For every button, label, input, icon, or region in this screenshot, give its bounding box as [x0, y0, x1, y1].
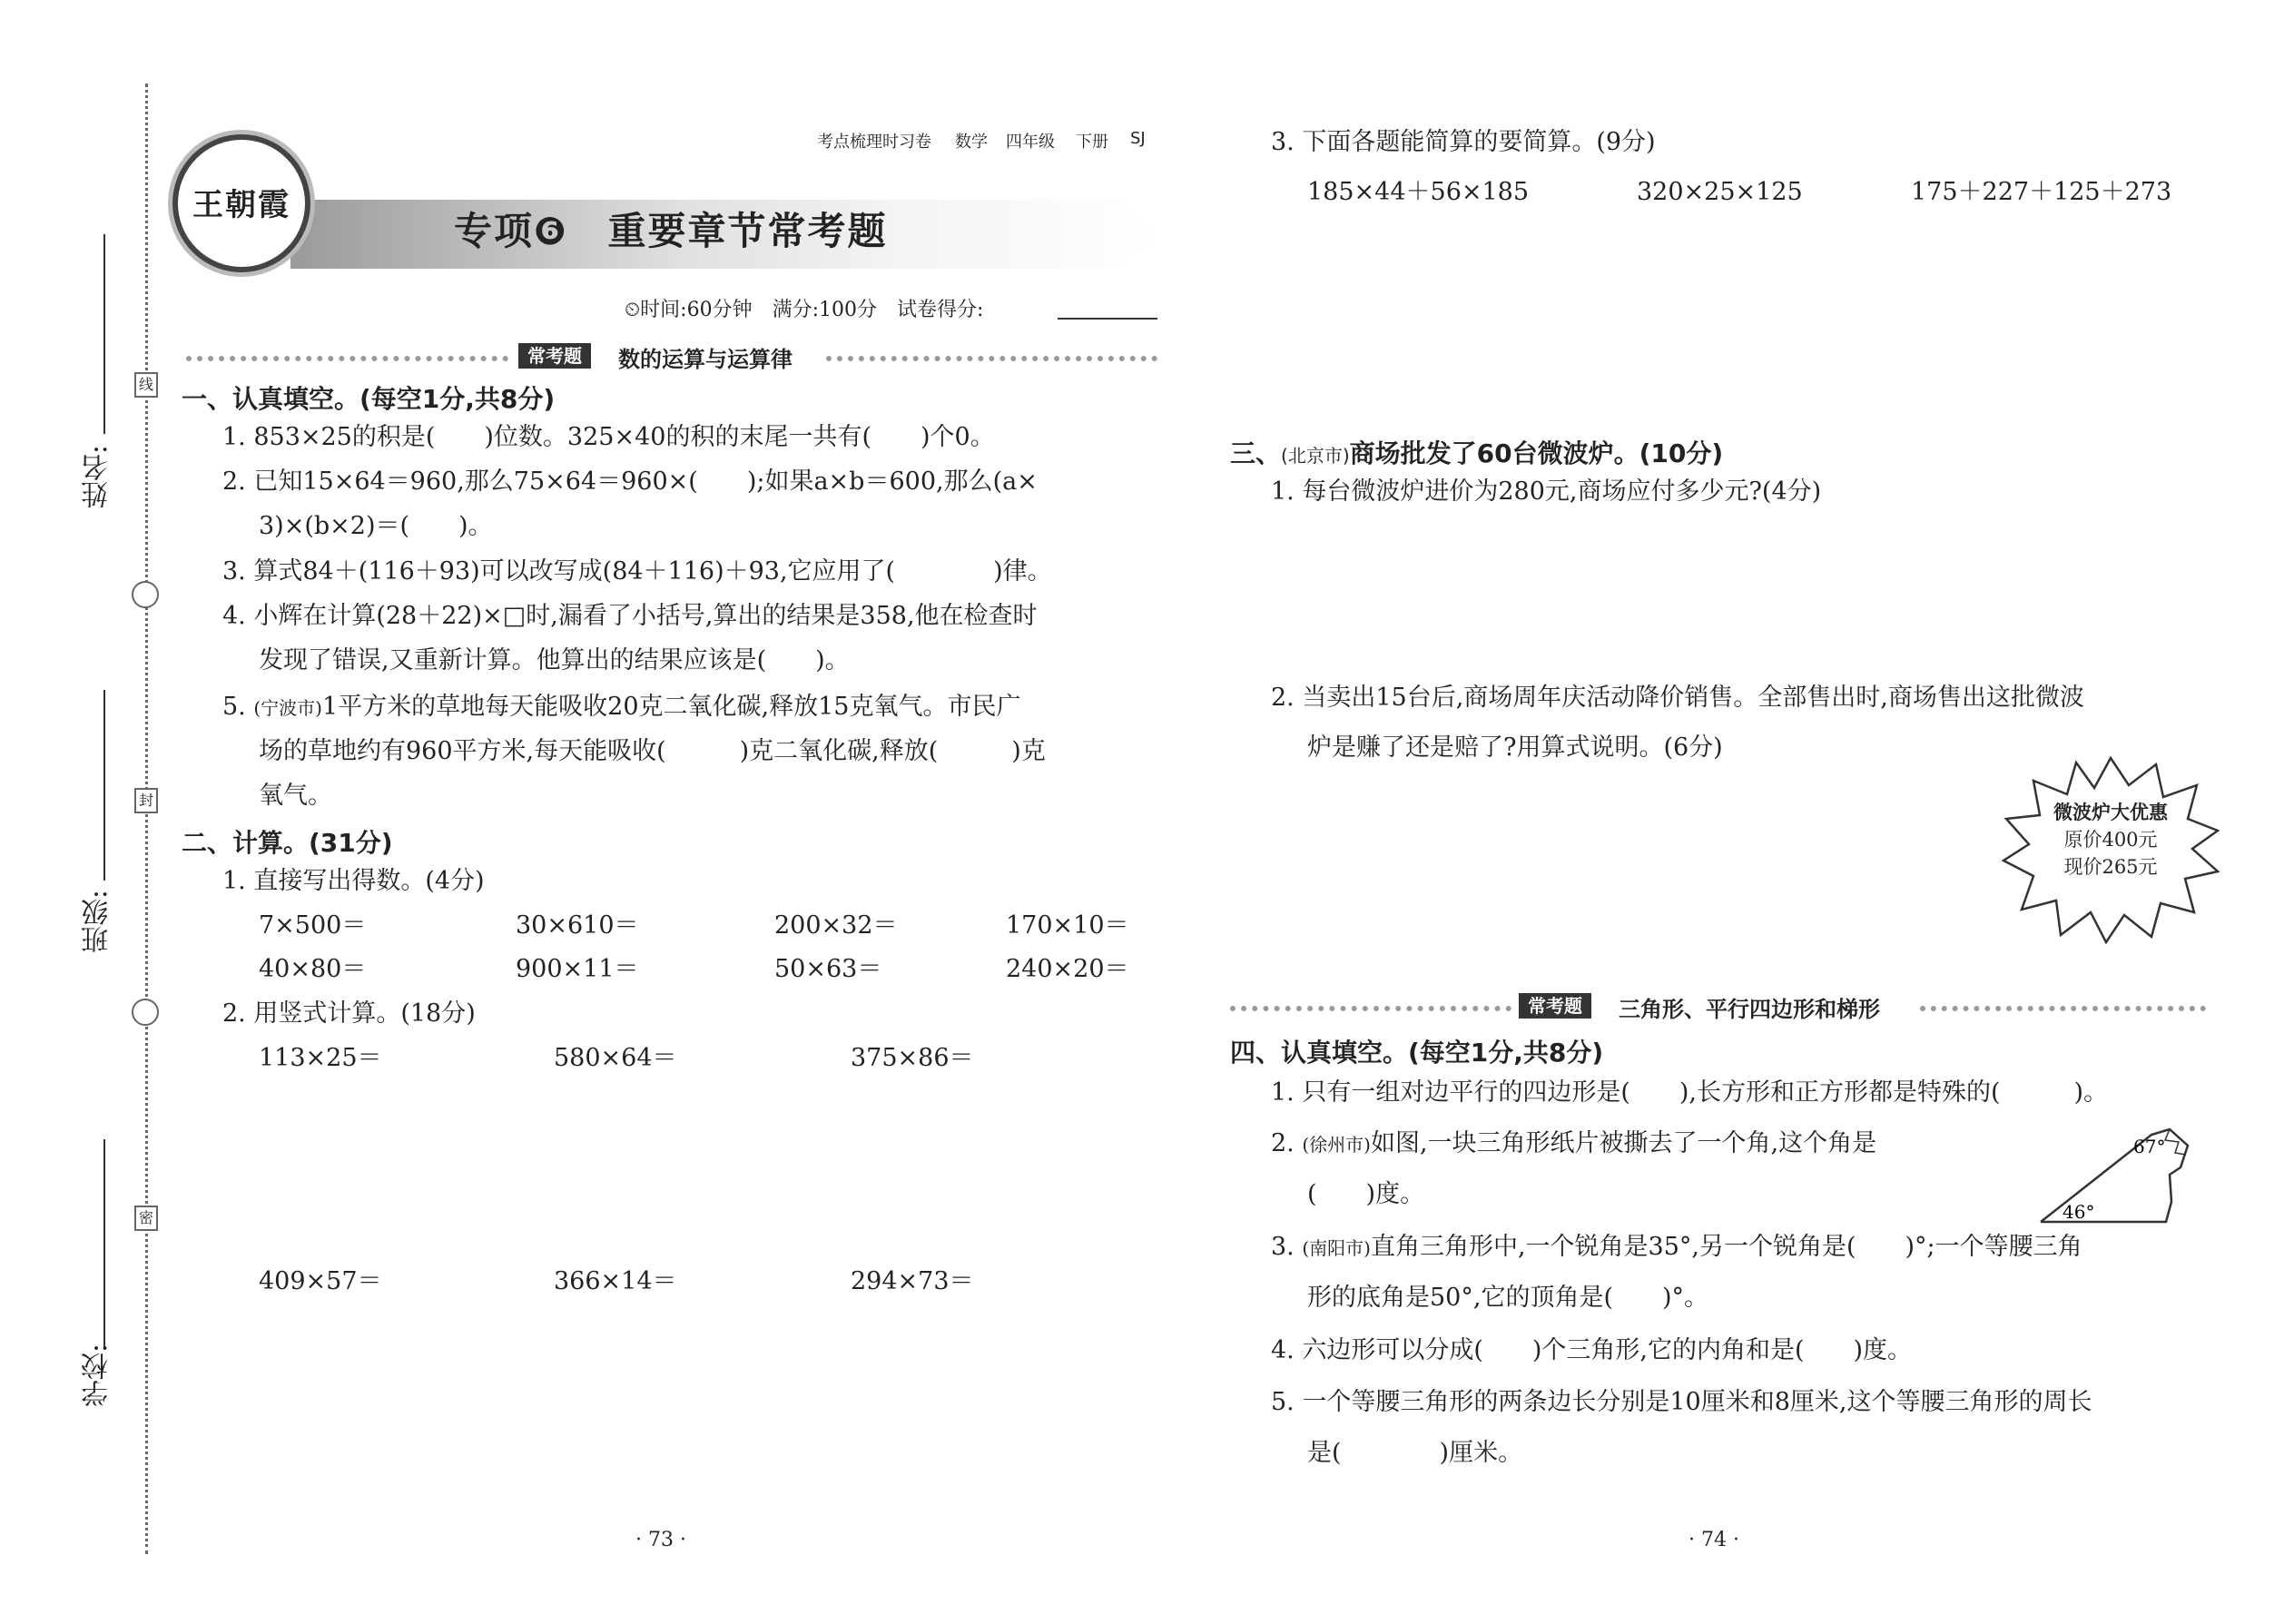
s1-line: 发现了错误,又重新计算。他算出的结果应该是( )。	[259, 646, 850, 674]
oral-calc: 240×20＝	[1006, 955, 1129, 983]
topic-title: 三角形、平行四边形和梯形	[1619, 997, 1880, 1022]
q-text: 直角三角形中,一个锐角是35°,另一个锐角是( )°;一个等腰三角	[1370, 1233, 2082, 1261]
promo-box	[2006, 799, 2215, 881]
score-blank	[1058, 318, 1157, 320]
promo-current: 现价265元	[2063, 856, 2158, 878]
s2-sub1: 1. 直接写出得数。(4分)	[222, 867, 485, 895]
class-field-line	[103, 690, 105, 881]
school-label: 学校:	[82, 1343, 113, 1408]
topic-title: 数的运算与运算律	[618, 347, 793, 372]
s1-line: 2. 已知15×64＝960,那么75×64＝960×( );如果a×b＝600,那么(a×	[222, 468, 1038, 496]
oral-calc: 50×63＝	[774, 955, 882, 983]
r-s3-q2: 炉是赚了还是赔了?用算式说明。(6分)	[1307, 733, 1723, 762]
r-s3-q2: 2. 当卖出15台后,商场周年庆活动降价销售。全部售出时,商场售出这批微波	[1271, 684, 2084, 712]
topic-bar-2	[1230, 993, 2206, 1020]
header-term: 下册	[1076, 133, 1108, 152]
s1-line: 1. 853×25的积是( )位数。325×40的积的末尾一共有( )个0。	[222, 423, 995, 451]
section-1-title: 一、认真填空。(每空1分,共8分)	[182, 384, 556, 414]
oral-calc: 30×610＝	[516, 911, 639, 940]
s4-q1: 1. 只有一组对边平行的四边形是( ),长方形和正方形都是特殊的( )。	[1271, 1078, 2109, 1107]
s1-line: 场的草地约有960平方米,每天能吸收( )克二氧化碳,释放( )克	[259, 737, 1046, 765]
fold-line	[145, 84, 148, 1554]
s1-line: 3)×(b×2)＝( )。	[259, 512, 493, 540]
s1-line: 氧气。	[259, 782, 332, 810]
oral-calc: 7×500＝	[259, 911, 367, 940]
angle-label-bottom: 46°	[2063, 1201, 2095, 1223]
oral-calc: 200×32＝	[774, 911, 898, 940]
s4-q5-cont: 是( )厘米。	[1307, 1439, 1523, 1467]
fold-mark-mi: 密	[134, 1206, 158, 1231]
city-tag: (北京市)	[1281, 445, 1350, 467]
header-edition: SJ	[1130, 129, 1146, 148]
s4-q3	[1271, 1225, 2082, 1270]
q-number: 2.	[1271, 1129, 1295, 1157]
s1-line: 3. 算式84＋(116＋93)可以改写成(84＋116)＋93,它应用了( )律。	[222, 557, 1052, 586]
q-number: 5.	[222, 693, 246, 721]
fold-circle-icon	[132, 581, 159, 608]
topic-bar-1	[186, 343, 1157, 370]
vertical-calc: 366×14＝	[554, 1267, 677, 1295]
name-label: 姓名:	[82, 445, 113, 509]
fold-mark-feng: 封	[134, 788, 158, 813]
oral-calc: 170×10＝	[1006, 911, 1129, 940]
torn-triangle-figure	[2033, 1115, 2206, 1233]
s1-line: 4. 小辉在计算(28＋22)×□时,漏看了小括号,算出的结果是358,他在检查时	[222, 602, 1038, 630]
brand-logo	[172, 134, 310, 272]
page-number-left: · 73 ·	[635, 1529, 686, 1551]
topic-tag: 常考题	[1519, 993, 1591, 1019]
section-3-title	[1230, 434, 1723, 470]
city-tag: (徐州市)	[1302, 1134, 1371, 1156]
sec-text: 商场批发了60台微波炉。(10分)	[1349, 438, 1724, 468]
school-field-line	[103, 1139, 105, 1348]
vertical-calc: 409×57＝	[259, 1267, 382, 1295]
simplify-expr: 175＋227＋125＋273	[1911, 178, 2172, 206]
r-s3-q1: 1. 每台微波炉进价为280元,商场应付多少元?(4分)	[1271, 477, 1822, 506]
q-number: 3.	[1271, 1233, 1295, 1261]
topic-tag: 常考题	[518, 343, 591, 369]
s1-q5	[222, 685, 1020, 730]
vertical-calc: 580×64＝	[554, 1044, 677, 1072]
fold-mark-xian: 线	[134, 372, 158, 398]
s4-q3-cont: 形的底角是50°,它的顶角是( )°。	[1307, 1284, 1709, 1312]
promo-original: 原价400元	[2063, 829, 2158, 851]
page-number-right: · 74 ·	[1689, 1529, 1739, 1551]
fold-circle-icon	[132, 999, 159, 1026]
q-text: 1平方米的草地每天能吸收20克二氧化碳,释放15克氧气。市民广	[321, 693, 1021, 721]
logo-text: 王朝霞	[192, 187, 290, 223]
s4-q4: 4. 六边形可以分成( )个三角形,它的内角和是( )度。	[1271, 1336, 1913, 1364]
promo-title: 微波炉大优惠	[2053, 802, 2168, 823]
r-q3: 3. 下面各题能简算的要简算。(9分)	[1271, 128, 1656, 156]
page-title: 专项❻ 重要章节常考题	[454, 209, 888, 253]
sec-number: 三、	[1230, 438, 1282, 468]
vertical-calc: 113×25＝	[259, 1044, 382, 1072]
q-text: 如图,一块三角形纸片被撕去了一个角,这个角是	[1370, 1129, 1877, 1157]
class-label: 班级:	[82, 890, 113, 954]
s4-q2-cont: ( )度。	[1307, 1180, 1425, 1208]
section-2-title: 二、计算。(31分)	[182, 828, 393, 858]
angle-label-top: 67°	[2133, 1136, 2166, 1157]
vertical-calc: 375×86＝	[851, 1044, 974, 1072]
header-grade: 四年级	[1006, 133, 1055, 152]
s2-sub2: 2. 用竖式计算。(18分)	[222, 999, 476, 1028]
simplify-expr: 185×44＋56×185	[1307, 178, 1530, 206]
city-tag: (宁波市)	[253, 697, 322, 719]
oral-calc: 40×80＝	[259, 955, 367, 983]
vertical-calc: 294×73＝	[851, 1267, 974, 1295]
section-4-title: 四、认真填空。(每空1分,共8分)	[1230, 1038, 1604, 1068]
s4-q2	[1271, 1122, 1876, 1166]
s4-q5: 5. 一个等腰三角形的两条边长分别是10厘米和8厘米,这个等腰三角形的周长	[1271, 1388, 2092, 1416]
simplify-expr: 320×25×125	[1637, 178, 1803, 206]
header-series: 考点梳理时习卷	[817, 133, 931, 152]
oral-calc: 900×11＝	[516, 955, 639, 983]
header-subject: 数学	[955, 133, 988, 152]
name-field-line	[103, 234, 105, 434]
exam-meta: ⏲时间:60分钟 满分:100分 试卷得分:	[625, 299, 984, 321]
city-tag: (南阳市)	[1302, 1237, 1371, 1259]
